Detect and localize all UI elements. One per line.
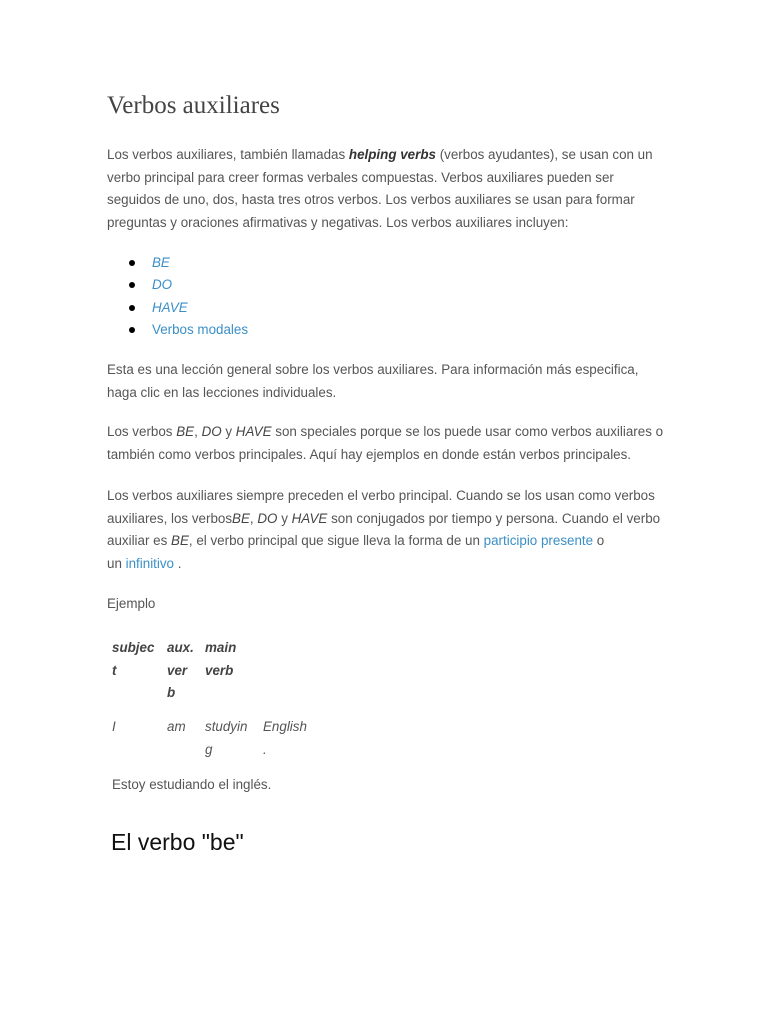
infinitivo-link[interactable]: infinitivo (125, 555, 175, 571)
bullet-icon (129, 282, 135, 288)
general-lesson-paragraph (107, 359, 667, 404)
conjugation-paragraph (107, 485, 667, 575)
paragraph-text: auxiliares, los verbos (107, 510, 233, 526)
paragraph-text: . (174, 555, 182, 571)
cell-text: I (112, 719, 116, 734)
ejemplo-label: Ejemplo (107, 596, 156, 611)
paragraph-text: también como verbos principales. Aquí hay ejemplos en donde están verbos principales. (107, 446, 632, 462)
table-header-subject (112, 637, 162, 682)
term-do: DO (257, 510, 278, 526)
header-text: t (112, 662, 117, 678)
term-do: DO (201, 424, 222, 439)
intro-text: preguntas y oraciones afirmativas y negativas. Los verbos auxiliares incluyen: (107, 214, 569, 230)
example-translation: Estoy estudiando el inglés. (112, 777, 272, 792)
paragraph-text: , (194, 424, 202, 439)
table-cell-aux (167, 716, 186, 739)
intro-text: seguidos de uno, dos, hasta tres otros verbos. Los verbos auxiliares se usan para formar (107, 192, 635, 207)
link-do[interactable]: DO (152, 277, 173, 293)
paragraph-text: , el verbo principal que sigue lleva la forma de un (188, 533, 484, 548)
paragraph-text: un (107, 555, 126, 571)
paragraph-text: son conjugados por tiempo y persona. Cuando el verbo (327, 510, 661, 526)
list-item[interactable] (107, 319, 248, 341)
table-header-aux-verb (167, 637, 201, 705)
participio-presente-link[interactable]: participio presente (483, 533, 594, 548)
list-item[interactable] (107, 274, 248, 296)
cell-text: studyin (205, 719, 248, 734)
paragraph-text: o (593, 533, 605, 548)
header-text: main (205, 640, 237, 655)
list-item[interactable] (107, 252, 248, 274)
intro-text: Los verbos auxiliares, también llamadas (107, 147, 349, 162)
term-be: BE (232, 510, 250, 526)
header-text: ver (167, 662, 188, 678)
term-be: BE (176, 424, 195, 439)
paragraph-text: Esta es una lección general sobre los verbos auxiliares. Para información más especifica, (107, 362, 639, 377)
list-item[interactable] (107, 297, 248, 319)
bullet-icon (129, 260, 135, 266)
link-be[interactable]: BE (152, 255, 170, 270)
intro-paragraph (107, 144, 667, 234)
paragraph-text: Los verbos auxiliares siempre preceden el verbo principal. Cuando se los usan como verbos (107, 488, 655, 503)
intro-text: verbo principal para creer formas verbales compuestas. Verbos auxiliares pueden ser (107, 169, 614, 185)
special-verbs-paragraph (107, 421, 667, 466)
paragraph-text: Los verbos (107, 424, 177, 439)
paragraph-text: auxiliar es (107, 533, 172, 548)
table-cell-subject (112, 716, 116, 739)
paragraph-text: y (277, 510, 292, 526)
header-text: b (167, 685, 176, 700)
term-have: HAVE (235, 424, 272, 439)
link-have[interactable]: HAVE (152, 299, 188, 315)
paragraph-text: y (221, 424, 236, 439)
bullet-icon (129, 305, 135, 311)
cell-text: . (263, 741, 267, 757)
paragraph-text: , (249, 510, 258, 526)
term-have: HAVE (291, 510, 328, 526)
intro-text: (verbos ayudantes), se usan con un (435, 147, 653, 162)
cell-text: am (167, 719, 186, 734)
page-title: Verbos auxiliares (107, 92, 280, 119)
link-verbos-modales[interactable]: Verbos modales (152, 322, 249, 338)
header-text: aux. (167, 640, 194, 655)
paragraph-text: haga clic en las lecciones individuales. (107, 384, 337, 400)
table-cell-main-verb (205, 716, 247, 761)
bullet-icon (129, 327, 135, 333)
header-text: verb (205, 662, 234, 678)
section-heading: El verbo "be" (111, 829, 244, 855)
cell-text: g (205, 741, 213, 757)
cell-text: English (263, 719, 307, 734)
term-be: BE (171, 533, 189, 548)
table-cell-object (263, 716, 307, 761)
table-header-main-verb (205, 637, 255, 682)
header-text: subjec (112, 640, 155, 655)
paragraph-text: son speciales porque se los puede usar como verbos auxiliares o (271, 424, 664, 439)
auxiliary-verbs-list (107, 252, 248, 342)
helping-verbs-term: helping verbs (348, 147, 436, 162)
